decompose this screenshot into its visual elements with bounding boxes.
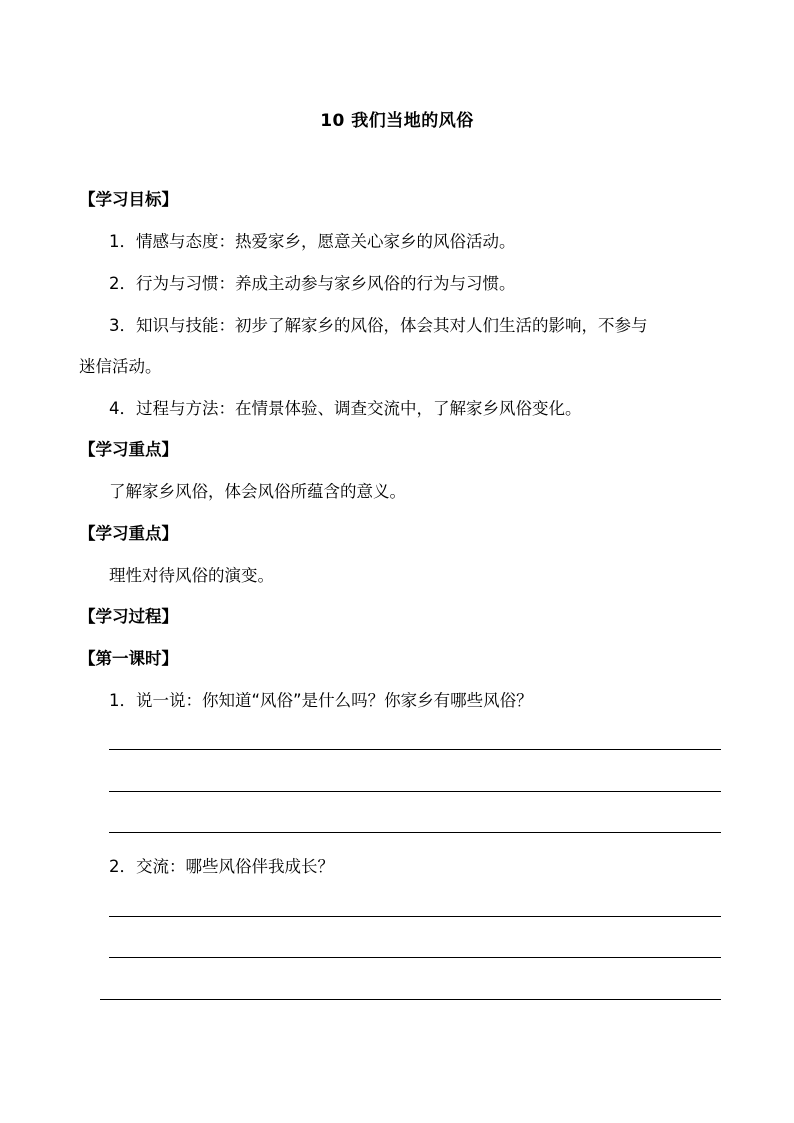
section-heading-key-points-2: 【学习重点】 (79, 524, 178, 543)
answer-line[interactable] (109, 791, 721, 792)
goal-item-3-continued: 迷信活动。 (79, 357, 162, 376)
answer-line[interactable] (109, 957, 721, 958)
goal-item-4: 4．过程与方法：在情景体验、调查交流中，了解家乡风俗变化。 (109, 399, 582, 418)
key-point-text-2: 理性对待风俗的演变。 (109, 566, 274, 585)
section-heading-key-points: 【学习重点】 (79, 440, 178, 459)
goal-item-3: 3．知识与技能：初步了解家乡的风俗，体会其对人们生活的影响，不参与 (109, 316, 648, 335)
goal-item-2: 2．行为与习惯：养成主动参与家乡风俗的行为与习惯。 (109, 274, 516, 293)
section-heading-goals: 【学习目标】 (79, 190, 178, 209)
page-title: 10 我们当地的风俗 (320, 111, 474, 131)
section-heading-process: 【学习过程】 (79, 607, 178, 626)
answer-line[interactable] (109, 832, 721, 833)
goal-item-1: 1．情感与态度：热爱家乡，愿意关心家乡的风俗活动。 (109, 232, 516, 251)
question-1: 1．说一说：你知道“风俗”是什么吗？你家乡有哪些风俗？ (109, 691, 533, 710)
answer-line[interactable] (109, 749, 721, 750)
question-2: 2．交流：哪些风俗伴我成长？ (109, 857, 334, 876)
answer-line[interactable] (109, 916, 721, 917)
answer-line[interactable] (100, 999, 721, 1000)
section-heading-first-lesson: 【第一课时】 (79, 649, 178, 668)
key-point-text: 了解家乡风俗，体会风俗所蕴含的意义。 (109, 482, 406, 501)
